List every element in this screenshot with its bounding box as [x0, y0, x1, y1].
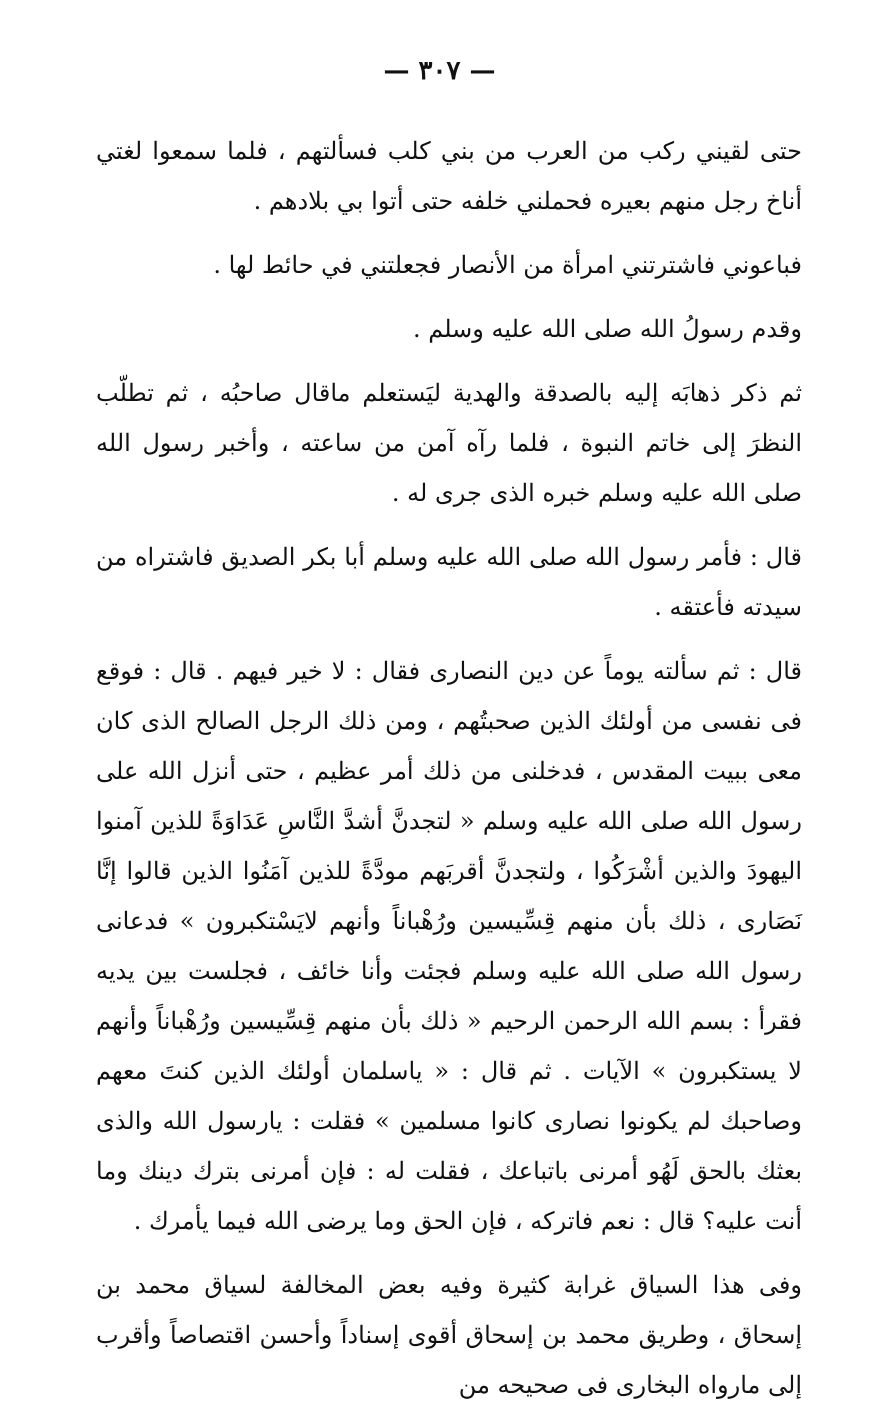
paragraph: وفى هذا السياق غرابة كثيرة وفيه بعض المخالفة لسياق محمد بن إسحاق ، وطريق محمد بن إسحاق أقوى إسناداً وأحسن اقتصاصاً وأقرب إلى مارواه البخارى فى صحيحه من: [96, 1271, 802, 1399]
paragraph: قال : فأمر رسول الله صلى الله عليه وسلم أبا بكر الصديق فاشتراه من سيدته فأعتقه .: [96, 543, 802, 621]
body-text: [96, 126, 802, 1410]
page-number: — ٣٠٧ —: [383, 56, 496, 86]
paragraph: وقدم رسولُ الله صلى الله عليه وسلم .: [413, 315, 802, 343]
paragraph: ثم ذكر ذهابَه إليه بالصدقة والهدية ليَستعلم ماقال صاحبُه ، ثم تطلّب النظرَ إلى خاتم النبوة ، فلما رآه آمن من ساعته ، وأخبر رسول الله صلى الله عليه وسلم خبره الذى جرى له .: [96, 379, 802, 507]
paragraph: قال : ثم سألته يوماً عن دين النصارى فقال : لا خير فيهم . قال : فوقع فى نفسى من أولئك الذين صحبتُهم ، ومن ذلك الرجل الصالح الذى كان معى ببيت المقدس ، فدخلنى من ذلك أمر عظيم ، حتى أنزل الله على رسول الله صلى الله عليه وسلم « لتجدنَّ أشدَّ النَّاسِ عَدَاوَةً للذين آمنوا اليهودَ والذين أشْرَكُوا ، ولتجدنَّ أقربَهم مودَّةً للذين آمَنُوا الذين قالوا إنَّا نَصَارى ، ذلك بأن منهم قِسِّيسين ورُهْباناً وأنهم لايَسْتكبرون » فدعانى رسول الله صلى الله عليه وسلم فجئت وأنا خائف ، فجلست بين يديه فقرأ : بسم الله الرحمن الرحيم « ذلك بأن منهم قِسِّيسين ورُهْباناً وأنهم لا يستكبرون » الآيات . ثم قال : « ياسلمان أولئك الذين كنتَ معهم وصاحبك لم يكونوا نصارى كانوا مسلمين » فقلت : يارسول الله والذى بعثك بالحق لَهُو أمرنى باتباعك ، فقلت له : فإن أمرنى بترك دينك وما أنت عليه؟ قال : نعم فاتركه ، فإن الحق وما يرضى الله فيما يأمرك .: [96, 657, 802, 1235]
paragraph: فباعوني فاشترتني امرأة من الأنصار فجعلتني في حائط لها .: [213, 251, 802, 279]
paragraph: حتى لقيني ركب من العرب من بني كلب فسألتهم ، فلما سمعوا لغتي أناخ رجل منهم بعيره فحملني خلفه حتى أتوا بي بلادهم .: [96, 137, 802, 215]
